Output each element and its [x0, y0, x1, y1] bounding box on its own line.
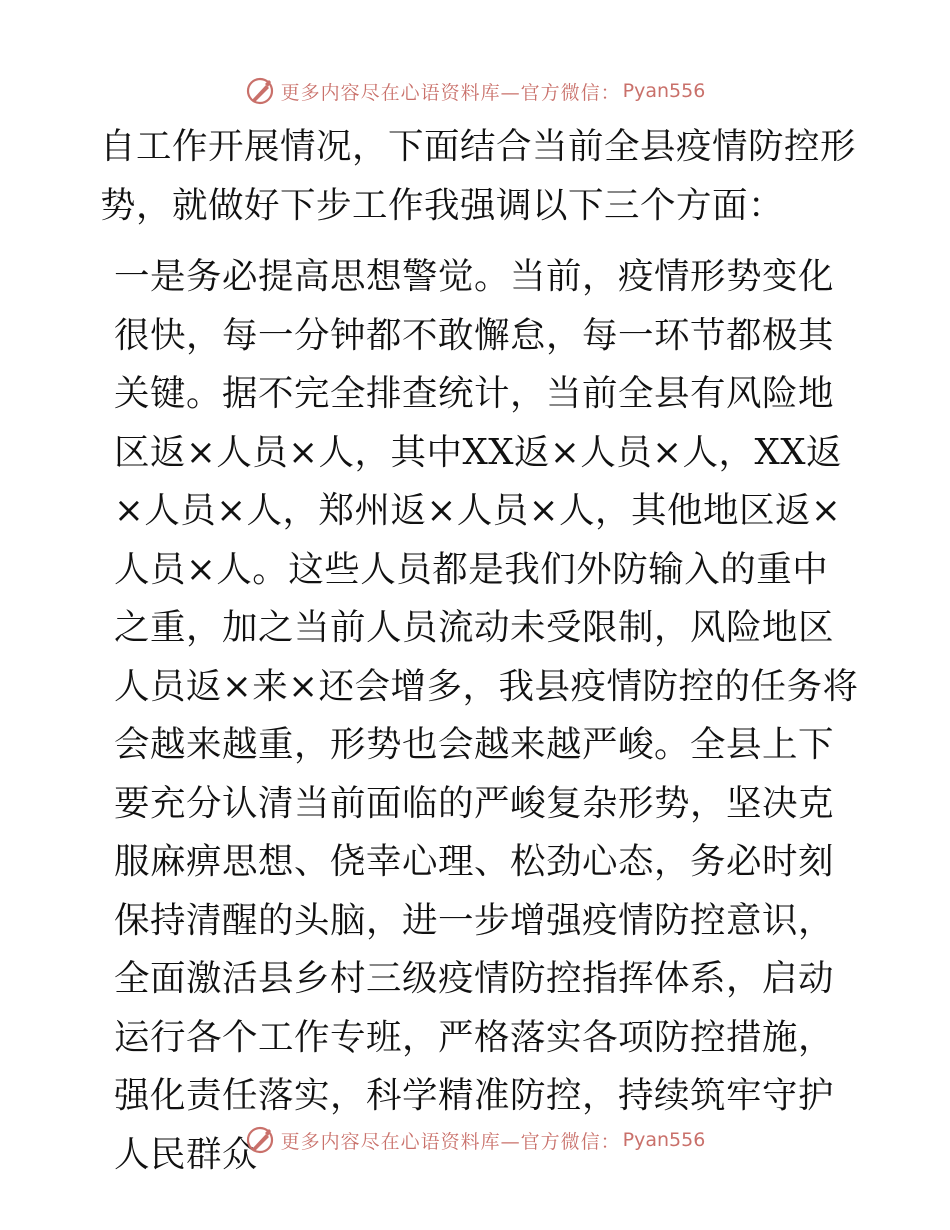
footer-banner: [0, 1118, 950, 1162]
header-wechat-handle: Pyan556: [622, 80, 706, 102]
quill-pen-logo-icon: [245, 1125, 275, 1155]
paragraph-point-one: 一是务必提高思想警觉。当前，疫情形势变化很快，每一分钟都不敢懈怠，每一环节都极其关键。据不完全排查统计，当前全县有风险地区返×人员×人，其中XX返×人员×人，XX返×人员×人，郑州返×人员×人，其他地区返×人员×人。这些人员都是我们外防输入的重中之重，加之当前人员流动未受限制，风险地区人员返×来×还会增多，我县疫情防控的任务将会越来越重，形势也会越来越严峻。全县上下要充分认清当前面临的严峻复杂形势，坚决克服麻痹思想、侥幸心理、松劲心态，务必时刻保持清醒的头脑，进一步增强疫情防控意识，全面激活县乡村三级疫情防控指挥体系，启动运行各个工作专班，严格落实各项防控措施，强化责任落实，科学精准防控，持续筑牢守护人民群众: [114, 256, 859, 1175]
quill-pen-logo-icon: [245, 76, 275, 106]
footer-wechat-handle: Pyan556: [622, 1129, 706, 1151]
document-body: [100, 118, 860, 1184]
paragraph-intro: 自工作开展情况，下面结合当前全县疫情防控形势，就做好下步工作我强调以下三个方面：: [100, 126, 857, 226]
header-banner-text: 更多内容尽在心语资料库—官方微信：: [280, 81, 621, 104]
header-banner: [0, 69, 950, 113]
footer-banner-text: 更多内容尽在心语资料库—官方微信：: [280, 1130, 621, 1153]
